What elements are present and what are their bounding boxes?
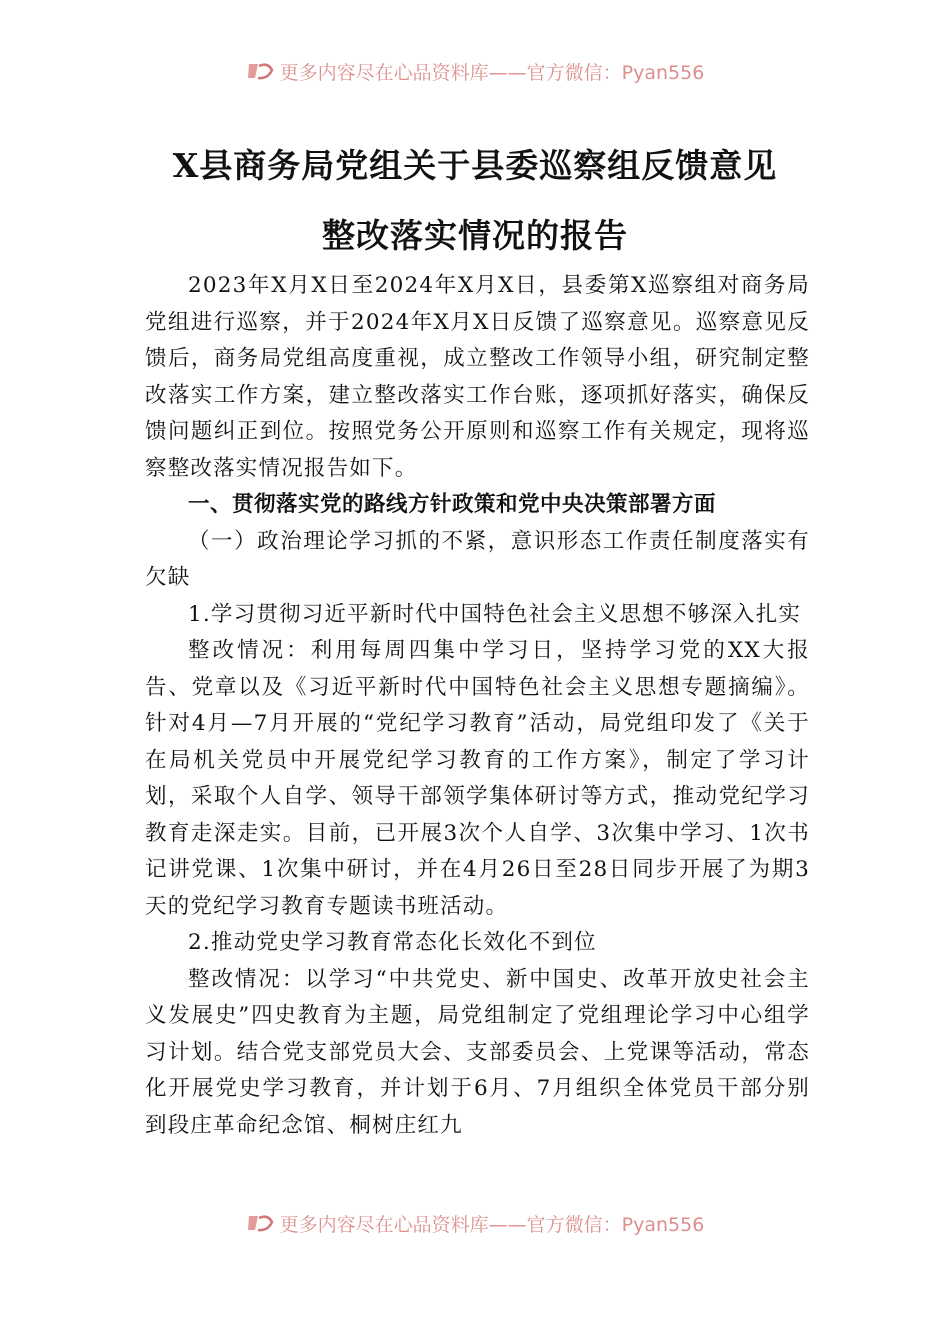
watermark-footer	[0, 1208, 950, 1238]
rectification-paragraph-2: 整改情况：以学习“中共党史、新中国史、改革开放史社会主义发展史”四史教育为主题，局党组制定了党组理论学习中心组学习计划。结合党支部党员大会、支部委员会、上党课等活动，常态化开展党史学习教育，并计划于6月、7月组织全体党员干部分别到段庄革命纪念馆、桐树庄红九	[145, 966, 810, 1138]
item-heading-1: 1.学习贯彻习近平新时代中国特色社会主义思想不够深入扎实	[188, 601, 802, 627]
watermark-header	[0, 56, 950, 86]
document-title-line-2: 整改落实情况的报告	[322, 216, 628, 255]
watermark-text: 更多内容尽在心品资料库——官方微信：Pyan556	[279, 61, 705, 84]
rectification-paragraph-1: 整改情况：利用每周四集中学习日，坚持学习党的XX大报告、党章以及《习近平新时代中国特色社会主义思想专题摘编》。针对4月—7月开展的“党纪学习教育”活动，局党组印发了《关于在局机关党员中开展党纪学习教育的工作方案》，制定了学习计划，采取个人自学、领导干部领学集体研讨等方式，推动党纪学习教育走深走实。目前，已开展3次个人自学、3次集中学习、1次书记讲党课、1次集中研讨，并在4月26日至28日同步开展了为期3天的党纪学习教育专题读书班活动。	[145, 638, 810, 919]
subsection-heading: （一）政治理论学习抓的不紧，意识形态工作责任制度落实有欠缺	[145, 528, 810, 590]
document-body	[145, 268, 810, 1144]
intro-paragraph: 2023年X月X日至2024年X月X日，县委第X巡察组对商务局党组进行巡察，并于2024年X月X日反馈了巡察意见。巡察意见反馈后，商务局党组高度重视，成立整改工作领导小组，研究制定整改落实工作方案，建立整改落实工作台账，逐项抓好落实，确保反馈问题纠正到位。按照党务公开原则和巡察工作有关规定，现将巡察整改落实情况报告如下。	[145, 273, 810, 481]
item-heading-2: 2.推动党史学习教育常态化长效化不到位	[188, 930, 597, 955]
section-heading: 一、贯彻落实党的路线方针政策和党中央决策部署方面	[188, 492, 717, 517]
brand-logo-icon	[246, 1212, 274, 1234]
watermark-text: 更多内容尽在心品资料库——官方微信：Pyan556	[279, 1213, 705, 1236]
brand-logo-icon	[246, 60, 274, 82]
document-title-line-1: X县商务局党组关于县委巡察组反馈意见	[172, 146, 778, 185]
